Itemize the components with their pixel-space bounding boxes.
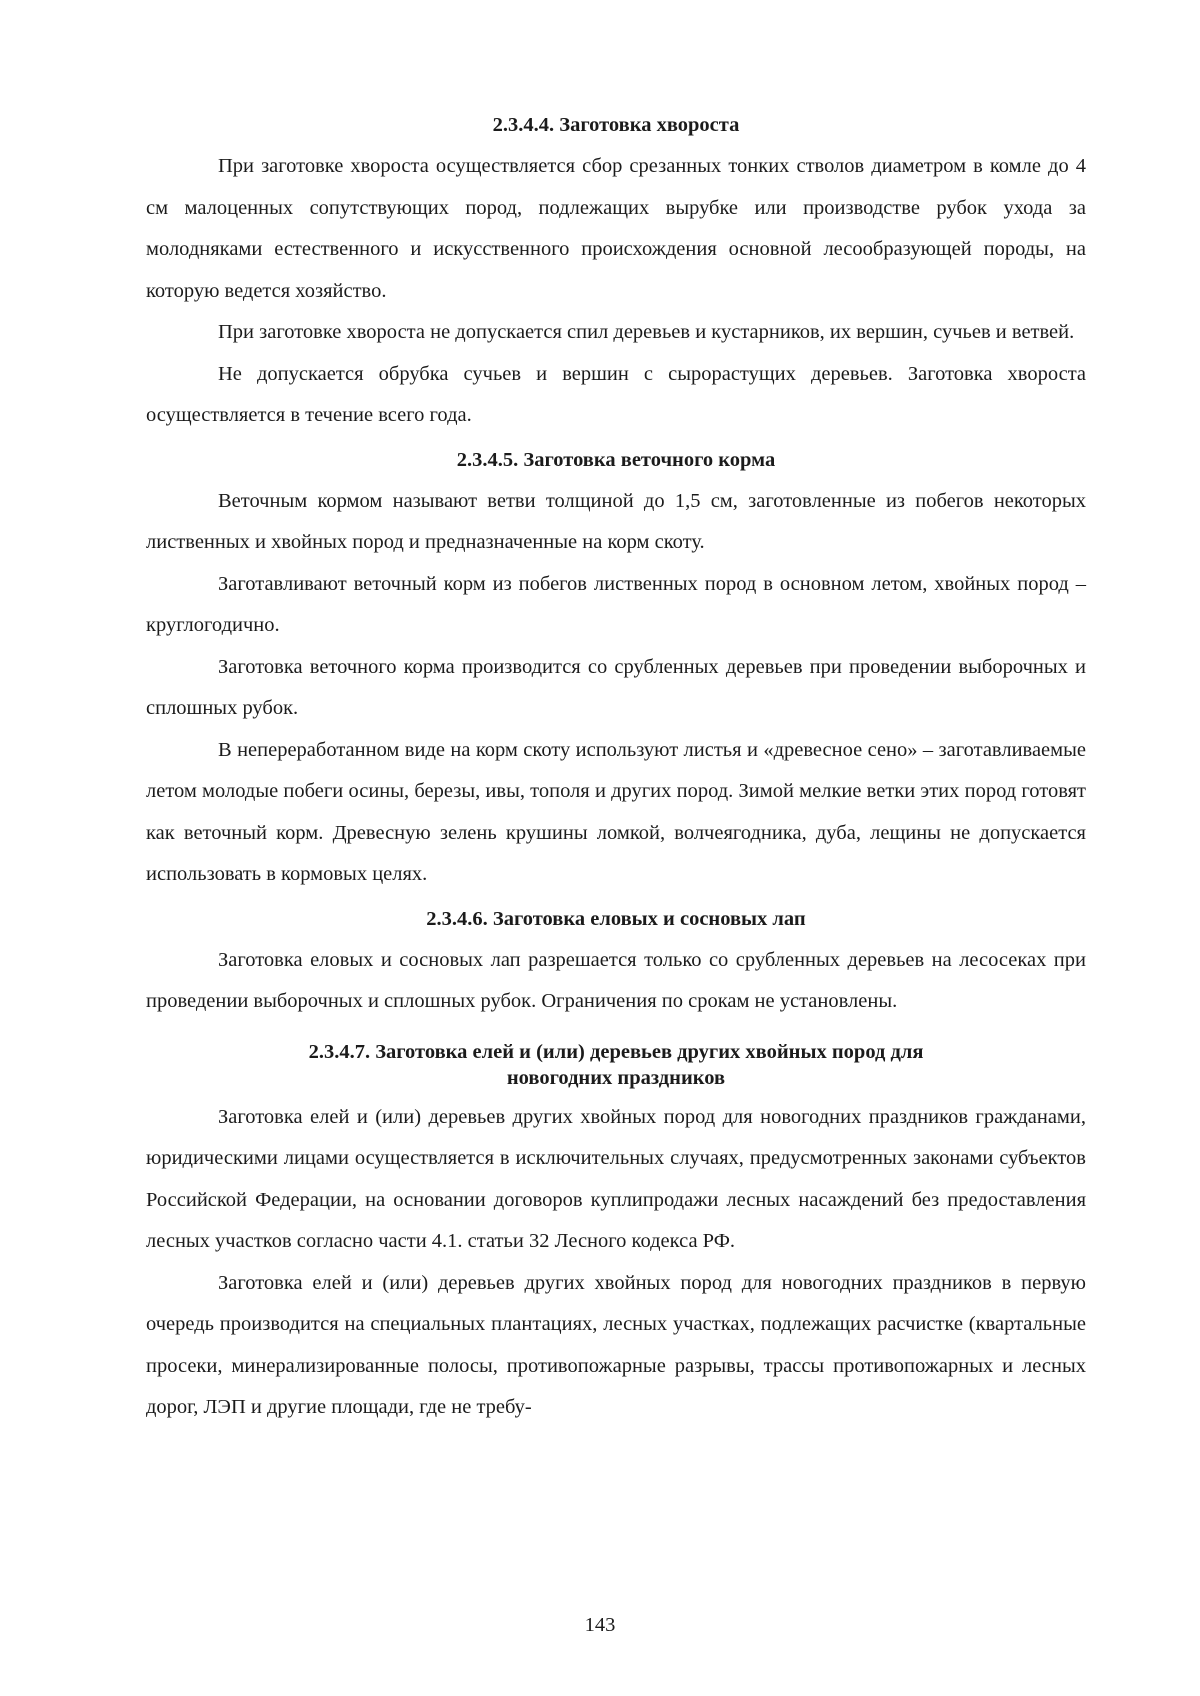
paragraph: Заготовка елей и (или) деревьев других хвойных пород для новогодних праздников гражданами, юридическими лицами осуществляется в исключительных случаях, предусмотренных законами субъектов Российской Федерации, на основании договоров куплипродажи лесных насаждений без предоставления лесных участков согласно части 4.1. статьи 32 Лесного кодекса РФ. xyxy=(146,1105,1086,1252)
section-heading-2-3-4-5: 2.3.4.5. Заготовка веточного корма xyxy=(456,448,776,471)
paragraph: Заготовка веточного корма производится со срубленных деревьев при проведении выборочных и сплошных рубок. xyxy=(146,655,1086,719)
heading-line: новогодних праздников xyxy=(506,1066,726,1089)
heading-line: 2.3.4.7. Заготовка елей и (или) деревьев других хвойных пород для xyxy=(308,1040,924,1063)
paragraph: Заготовка еловых и сосновых лап разрешается только со срубленных деревьев на лесосеках при проведении выборочных и сплошных рубок. Ограничения по срокам не установлены. xyxy=(146,948,1086,1012)
paragraph: Заготавливают веточный корм из побегов лиственных пород в основном летом, хвойных пород – круглогодично. xyxy=(146,572,1086,636)
paragraph: Не допускается обрубка сучьев и вершин с сырорастущих деревьев. Заготовка хвороста осуществляется в течение всего года. xyxy=(146,362,1086,426)
section-heading-2-3-4-6: 2.3.4.6. Заготовка еловых и сосновых лап xyxy=(426,907,806,930)
paragraph: Веточным кормом называют ветви толщиной до 1,5 см, заготовленные из побегов некоторых лиственных и хвойных пород и предназначенные на корм скоту. xyxy=(146,489,1086,553)
document-page xyxy=(146,112,1086,1429)
paragraph: В непереработанном виде на корм скоту используют листья и «древесное сено» – заготавливаемые летом молодые побеги осины, березы, ивы, тополя и других пород. Зимой мелкие ветки этих пород готовят как веточный корм. Древесную зелень крушины ломкой, волчеягодника, дуба, лещины не допускается использовать в кормовых целях. xyxy=(146,738,1086,885)
section-heading-2-3-4-4: 2.3.4.4. Заготовка хвороста xyxy=(492,114,740,136)
paragraph: Заготовка елей и (или) деревьев других хвойных пород для новогодних праздников в первую очередь производится на специальных плантациях, лесных участках, подлежащих расчистке (квартальные просеки, минерализированные полосы, противопожарные разрывы, трассы противопожарных и лесных дорог, ЛЭП и другие площади, где не требу- xyxy=(146,1271,1086,1418)
section-heading-2-3-4-7 xyxy=(146,1039,1086,1091)
page-number: 143 xyxy=(584,1614,616,1636)
paragraph: При заготовке хвороста не допускается спил деревьев и кустарников, их вершин, сучьев и ветвей. xyxy=(218,321,1075,343)
paragraph: При заготовке хвороста осуществляется сбор срезанных тонких стволов диаметром в комле до 4 см малоценных сопутствующих пород, подлежащих вырубке или производстве рубок ухода за молодняками естественного и искусственного происхождения основной лесообразующей породы, на которую ведется хозяйство. xyxy=(146,155,1086,302)
